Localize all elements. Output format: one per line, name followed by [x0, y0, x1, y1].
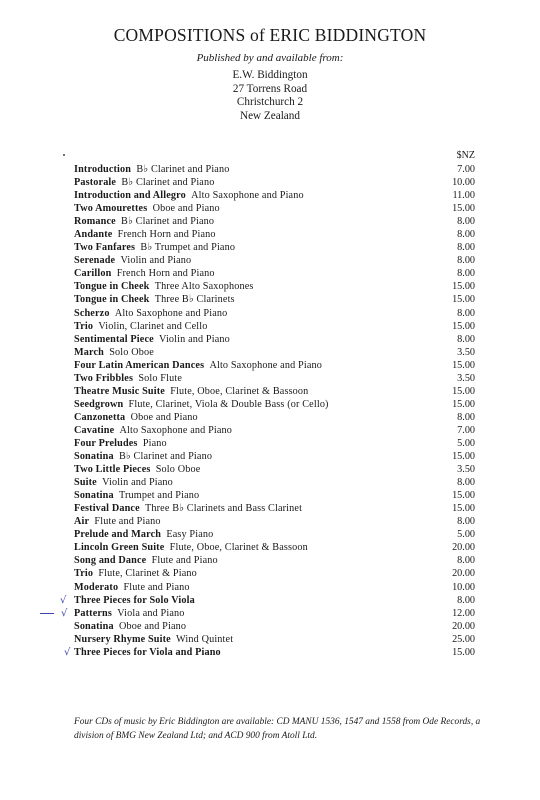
composition-entry: [74, 476, 173, 489]
composition-entry: [74, 372, 182, 385]
composition-entry: [74, 554, 218, 567]
composition-title: Scherzo: [74, 307, 110, 319]
composition-title: Carillon: [74, 268, 112, 280]
composition-title: Romance: [74, 216, 116, 228]
composition-title: Pastorale: [74, 177, 117, 189]
composition-row: [0, 528, 540, 541]
composition-title: Sonatina: [74, 490, 114, 502]
composition-price: 3.50: [457, 346, 475, 358]
cd-footnote: Four CDs of music by Eric Biddington are available: CD MANU 1536, 1547 and 1558 from Ode Records, a division of BMG New Zealand Ltd; and ACD 900 from Atoll Ltd.: [74, 717, 481, 741]
composition-instrumentation: Solo Oboe: [155, 464, 201, 476]
composition-title: Trio: [74, 568, 94, 580]
composition-title: Tongue in Cheek: [74, 281, 150, 293]
address-line: E.W. Biddington: [232, 69, 308, 81]
composition-entry: [74, 280, 254, 293]
composition-instrumentation: B♭ Clarinet and Piano: [136, 164, 230, 175]
composition-title: March: [74, 346, 104, 358]
composition-price: 3.50: [457, 372, 475, 384]
handwritten-check-icon: √: [61, 607, 68, 619]
composition-price: 12.00: [452, 607, 475, 619]
composition-entry: [74, 567, 197, 580]
composition-row: [0, 437, 540, 450]
composition-entry: [74, 424, 232, 437]
composition-instrumentation: Trumpet and Piano: [118, 490, 200, 502]
composition-row: [0, 541, 540, 554]
composition-price: 15.00: [452, 490, 475, 502]
composition-price: 8.00: [457, 516, 475, 528]
composition-entry: [74, 437, 167, 450]
composition-price: 25.00: [452, 633, 475, 645]
composition-price: 10.00: [452, 177, 475, 189]
composition-price: 8.00: [457, 477, 475, 489]
composition-instrumentation: B♭ Clarinet and Piano: [118, 451, 213, 463]
composition-row: [0, 228, 540, 241]
composition-row: [0, 163, 540, 176]
composition-title: Introduction and Allegro: [74, 190, 186, 202]
composition-price: 8.00: [457, 594, 475, 606]
composition-price: 8.00: [457, 268, 475, 280]
composition-title: Song and Dance: [74, 555, 147, 567]
composition-entry: [74, 411, 198, 424]
composition-price: 8.00: [457, 229, 475, 241]
composition-instrumentation: Flute, Oboe, Clarinet & Bassoon: [169, 542, 308, 554]
composition-title: Four Preludes: [74, 437, 138, 449]
composition-instrumentation: B♭ Clarinet and Piano: [121, 177, 215, 189]
composition-entry: [74, 515, 161, 528]
composition-instrumentation: French Horn and Piano: [116, 268, 215, 280]
composition-price: 15.00: [452, 385, 475, 397]
composition-title: Prelude and March: [74, 529, 162, 541]
composition-row: [0, 189, 540, 202]
composition-instrumentation: Alto Saxophone and Piano: [191, 190, 304, 202]
composition-title: Sonatina: [74, 620, 114, 632]
composition-entry: [74, 385, 308, 398]
composition-entry: [74, 594, 195, 607]
composition-price: 8.00: [457, 255, 475, 267]
composition-instrumentation: Flute and Piano: [123, 581, 190, 593]
composition-price: 15.00: [452, 320, 475, 332]
composition-instrumentation: Three B♭ Clarinets: [154, 294, 235, 306]
composition-entry: [74, 215, 214, 228]
composition-title: Two Little Pieces: [74, 464, 151, 476]
composition-price: 8.00: [457, 307, 475, 319]
composition-instrumentation: Piano: [142, 437, 167, 449]
composition-row: [0, 424, 540, 437]
composition-row: [0, 176, 540, 189]
composition-price: 15.00: [452, 503, 475, 515]
composition-instrumentation: Flute and Piano: [151, 555, 218, 567]
composition-title: Trio: [74, 320, 94, 332]
handwritten-check-icon: √: [64, 646, 71, 658]
composition-title: Patterns: [74, 607, 112, 619]
composition-instrumentation: Oboe and Piano: [130, 411, 198, 423]
composition-entry: [74, 189, 304, 202]
composition-instrumentation: Three B♭ Clarinets and Bass Clarinet: [145, 503, 303, 515]
composition-title: Nursery Rhyme Suite: [74, 633, 171, 645]
composition-title: Andante: [74, 229, 113, 241]
composition-title: Three Pieces for Solo Viola: [74, 594, 195, 606]
composition-row: [0, 280, 540, 293]
composition-entry: [74, 581, 190, 594]
composition-row: [0, 307, 540, 320]
composition-instrumentation: Easy Piano: [166, 529, 214, 541]
composition-instrumentation: Solo Flute: [138, 372, 182, 384]
composition-instrumentation: Violin, Clarinet and Cello: [98, 320, 208, 332]
composition-entry: [74, 502, 302, 515]
address-line: New Zealand: [240, 109, 300, 122]
composition-row: [0, 241, 540, 254]
composition-price: 15.00: [452, 294, 475, 306]
composition-instrumentation: Three Alto Saxophones: [154, 281, 254, 293]
composition-row: [0, 594, 540, 607]
composition-entry: [74, 293, 235, 306]
composition-entry: [74, 463, 200, 476]
address-line: 27 Torrens Road: [232, 82, 308, 95]
publisher-address: [0, 69, 540, 123]
composition-instrumentation: B♭ Trumpet and Piano: [140, 242, 236, 254]
composition-title: Sonatina: [74, 451, 114, 463]
composition-entry: [74, 541, 308, 554]
composition-row: [0, 202, 540, 215]
composition-row: [0, 398, 540, 411]
composition-title: Two Fribbles: [74, 372, 134, 384]
composition-entry: [74, 489, 199, 502]
composition-row: [0, 463, 540, 476]
composition-price: 15.00: [452, 281, 475, 293]
composition-entry: [74, 228, 216, 241]
composition-instrumentation: Wind Quintet: [176, 633, 234, 645]
composition-instrumentation: Flute and Piano: [94, 516, 161, 528]
composition-price: 15.00: [452, 203, 475, 215]
composition-row: [0, 554, 540, 567]
composition-title: Canzonetta: [74, 411, 126, 423]
composition-entry: [74, 241, 235, 254]
composition-instrumentation: Oboe and Piano: [152, 203, 220, 215]
composition-row: [0, 620, 540, 633]
composition-entry: [74, 202, 220, 215]
composition-title: Cavatine: [74, 424, 115, 436]
composition-row: [0, 293, 540, 306]
page-title: COMPOSITIONS of ERIC BIDDINGTON: [113, 25, 427, 45]
composition-price: 5.00: [457, 437, 475, 449]
composition-price: 15.00: [452, 359, 475, 371]
composition-price: 8.00: [457, 411, 475, 423]
composition-price: 11.00: [452, 190, 475, 202]
composition-row: [0, 267, 540, 280]
composition-price: 7.00: [457, 164, 475, 175]
composition-price: 8.00: [457, 242, 475, 254]
composition-title: Two Fanfares: [74, 242, 136, 254]
composition-instrumentation: Violin and Piano: [159, 333, 230, 345]
composition-price: 8.00: [457, 555, 475, 567]
address-line: Christchurch 2: [236, 96, 304, 109]
composition-price: 8.00: [457, 333, 475, 345]
composition-row: [0, 320, 540, 333]
composition-row: [0, 489, 540, 502]
composition-title: Festival Dance: [74, 503, 140, 515]
composition-row: [0, 254, 540, 267]
composition-title: Tongue in Cheek: [74, 294, 150, 306]
composition-instrumentation: Violin and Piano: [120, 255, 192, 267]
composition-row: [0, 346, 540, 359]
composition-row: [0, 333, 540, 346]
composition-entry: [74, 267, 215, 280]
composition-title: Introduction: [74, 164, 132, 175]
handwritten-dash-mark: [40, 613, 54, 614]
composition-entry: [74, 176, 214, 189]
composition-row: [0, 502, 540, 515]
composition-row: [0, 450, 540, 463]
composition-title: Sentimental Piece: [74, 333, 154, 345]
composition-title: Four Latin American Dances: [74, 359, 205, 371]
composition-entry: [74, 620, 186, 633]
composition-title: Seedgrown: [74, 398, 124, 410]
composition-title: Suite: [74, 477, 97, 489]
composition-row: [0, 633, 540, 646]
composition-price: 15.00: [452, 646, 475, 658]
composition-row: [0, 411, 540, 424]
composition-price: 15.00: [452, 398, 475, 410]
composition-entry: [74, 398, 329, 411]
composition-instrumentation: Alto Saxophone and Piano: [209, 359, 322, 371]
composition-row: [0, 607, 540, 620]
composition-row: [0, 581, 540, 594]
composition-row: [0, 359, 540, 372]
composition-entry: [74, 646, 221, 659]
composition-entry: [74, 633, 233, 646]
composition-title: Theatre Music Suite: [74, 385, 165, 397]
composition-price: 8.00: [457, 216, 475, 228]
composition-price: 20.00: [452, 568, 475, 580]
composition-row: [0, 385, 540, 398]
composition-title: Lincoln Green Suite: [74, 542, 165, 554]
composition-row: [0, 372, 540, 385]
publisher-note: Published by and available from:: [196, 52, 344, 64]
composition-entry: [74, 346, 154, 359]
composition-entry: [74, 320, 207, 333]
composition-price: 10.00: [452, 581, 475, 593]
composition-title: Three Pieces for Viola and Piano: [74, 646, 221, 658]
composition-instrumentation: French Horn and Piano: [117, 229, 216, 241]
composition-instrumentation: B♭ Clarinet and Piano: [121, 216, 215, 228]
compositions-list: [0, 163, 540, 659]
composition-title: Air: [74, 516, 90, 528]
composition-price: 20.00: [452, 620, 475, 632]
composition-instrumentation: Flute, Clarinet, Viola & Double Bass (or Cello): [128, 398, 329, 410]
composition-row: [0, 646, 540, 659]
currency-header: $NZ: [456, 150, 475, 161]
composition-entry: [74, 307, 227, 320]
composition-entry: [74, 254, 191, 267]
composition-price: 15.00: [452, 451, 475, 463]
composition-price: 7.00: [457, 424, 475, 436]
composition-instrumentation: Violin and Piano: [102, 477, 173, 489]
handwritten-check-icon: √: [60, 594, 67, 606]
composition-row: [0, 215, 540, 228]
composition-price: 3.50: [457, 464, 475, 476]
composition-row: [0, 567, 540, 580]
composition-row: [0, 476, 540, 489]
stray-dot: [63, 154, 65, 156]
composition-entry: [74, 450, 212, 463]
composition-price: 5.00: [457, 529, 475, 541]
composition-instrumentation: Viola and Piano: [117, 607, 185, 619]
composition-price: 20.00: [452, 542, 475, 554]
composition-entry: [74, 528, 213, 541]
composition-entry: [74, 607, 185, 620]
composition-entry: [74, 333, 230, 346]
composition-instrumentation: Alto Saxophone and Piano: [119, 424, 233, 436]
composition-instrumentation: Flute, Oboe, Clarinet & Bassoon: [170, 385, 309, 397]
composition-instrumentation: Flute, Clarinet & Piano: [98, 568, 197, 580]
composition-title: Moderato: [74, 581, 119, 593]
composition-entry: [74, 359, 322, 372]
composition-title: Serenade: [74, 255, 116, 267]
composition-instrumentation: Oboe and Piano: [118, 620, 187, 632]
composition-instrumentation: Alto Saxophone and Piano: [114, 307, 228, 319]
composition-instrumentation: Solo Oboe: [109, 346, 154, 358]
composition-row: [0, 515, 540, 528]
composition-title: Two Amourettes: [74, 203, 148, 215]
composition-entry: [74, 163, 229, 176]
